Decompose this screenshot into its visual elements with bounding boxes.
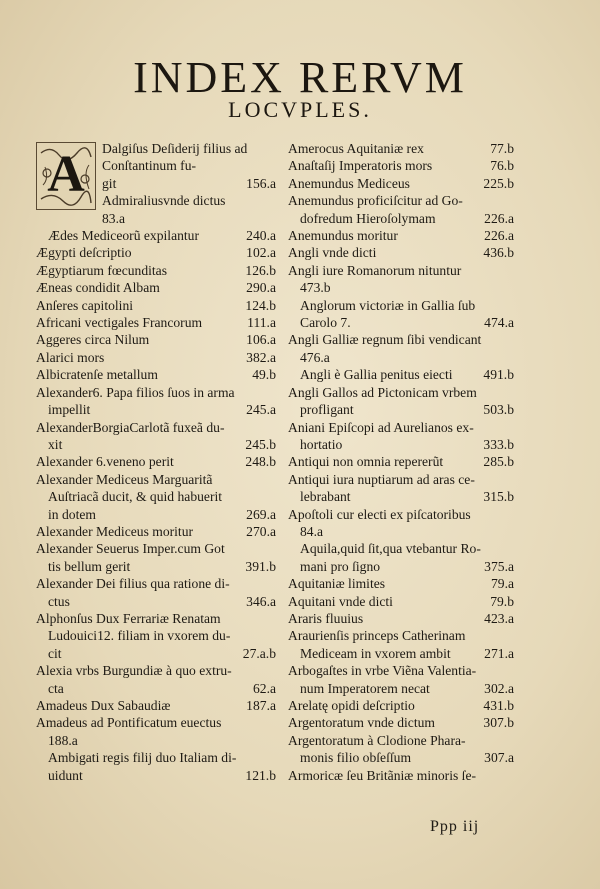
entry-page: 102.a	[246, 245, 276, 261]
index-column-left	[36, 140, 276, 784]
initial-letter: A	[47, 146, 85, 203]
entry-text: cit	[48, 645, 62, 661]
entry-text: dofredum Hieroſolymam	[300, 210, 436, 226]
entry-page: 245.b	[245, 436, 276, 452]
index-entry	[288, 419, 514, 436]
entry-page: 431.b	[483, 698, 514, 713]
entry-page: 503.b	[483, 402, 514, 418]
index-entry	[36, 210, 276, 227]
index-entry	[36, 732, 276, 749]
index-entry	[288, 140, 514, 157]
index-entry	[288, 662, 514, 679]
entry-text: Argentoratum vnde dictum	[288, 715, 435, 731]
index-entry	[36, 610, 276, 627]
entry-text: hortatio	[300, 436, 343, 452]
entry-page: 436.b	[483, 245, 514, 261]
index-entry	[288, 732, 514, 749]
entry-text: 83.a	[102, 210, 126, 226]
entry-text: Arbogaſtes in vrbe Viẽna Valentia-	[288, 663, 477, 679]
entry-text: Angli Galliæ regnum ſibi vendicant	[288, 332, 482, 348]
index-entry	[36, 523, 276, 540]
index-entry	[36, 627, 276, 644]
index-entry	[288, 349, 514, 366]
index-entry	[288, 506, 514, 523]
entry-text: Arelatę opidi deſcriptio	[288, 698, 415, 713]
entry-text: Admiraliusvnde dictus	[102, 193, 226, 209]
entry-text: Araris fluuius	[288, 610, 364, 626]
entry-page: 27.a.b	[242, 645, 276, 661]
entry-page: 302.a	[484, 680, 514, 696]
entry-text: Mediceam in vxorem ambit	[300, 645, 451, 661]
entry-text: num Imperatorem necat	[300, 680, 430, 696]
entry-text: lebrabant	[300, 489, 351, 505]
entry-text: Ægyptiarum fœcunditas	[36, 262, 168, 278]
index-entry	[288, 157, 514, 174]
index-entry	[288, 523, 514, 540]
index-entry	[288, 436, 514, 453]
entry-text: Ædes Mediceorũ expilantur	[48, 228, 199, 244]
entry-text: impellit	[48, 402, 91, 418]
entry-page: 187.a	[246, 698, 276, 713]
entry-page: 226.a	[484, 210, 514, 226]
index-entry	[36, 575, 276, 592]
entry-text: Anemundus proficiſcitur ad Go-	[288, 193, 463, 209]
index-entry	[288, 645, 514, 662]
entry-page: 240.a	[246, 228, 276, 244]
entry-text: Amerocus Aquitaniæ rex	[288, 141, 424, 156]
entry-text: Anemundus Mediceus	[288, 175, 410, 191]
entry-page: 124.b	[245, 297, 276, 313]
index-entry	[288, 627, 514, 644]
index-entry	[36, 297, 276, 314]
entry-text: 188.a	[48, 732, 78, 748]
index-entry	[288, 210, 514, 227]
entry-text: Ægypti deſcriptio	[36, 245, 132, 261]
index-entry	[36, 419, 276, 436]
entry-page: 315.b	[483, 489, 514, 505]
entry-page: 290.a	[246, 280, 276, 296]
entry-page: 226.a	[484, 228, 514, 244]
index-entry	[288, 453, 514, 470]
index-entry	[36, 471, 276, 488]
entry-text: Africani vectigales Francorum	[36, 315, 203, 331]
entry-page: 285.b	[483, 454, 514, 470]
entry-text: 473.b	[300, 280, 331, 296]
entry-text: Anſeres capitolini	[36, 297, 134, 313]
index-entry	[288, 471, 514, 488]
index-entry	[36, 453, 276, 470]
entry-page: 77.b	[490, 141, 514, 156]
entry-page: 269.a	[246, 506, 276, 522]
index-entry	[288, 714, 514, 731]
index-entry	[288, 767, 514, 784]
index-entry	[36, 697, 276, 714]
entry-text: Aquila,quid ſit,qua vtebantur Ro-	[300, 541, 481, 557]
index-entry	[36, 331, 276, 348]
entry-text: Anglorum victoriæ in Gallia ſub	[300, 297, 476, 313]
entry-page: 270.a	[246, 523, 276, 539]
signature-mark: Ppp iij	[430, 818, 480, 835]
index-entry	[36, 767, 276, 784]
page-subtitle: LOCVPLES.	[228, 97, 372, 122]
entry-page: 245.a	[246, 402, 276, 418]
entry-page: 106.a	[246, 332, 276, 348]
index-entry	[36, 558, 276, 575]
index-entry	[288, 593, 514, 610]
index-entry	[288, 749, 514, 766]
entry-page: 126.b	[245, 262, 276, 278]
entry-page: 375.a	[484, 558, 514, 574]
index-entry	[36, 262, 276, 279]
entry-page: 111.a	[247, 315, 276, 331]
index-entry	[36, 314, 276, 331]
entry-page: 79.a	[490, 576, 514, 592]
entry-text: Angli iure Romanorum nituntur	[288, 262, 462, 278]
index-entry	[288, 575, 514, 592]
entry-page: 248.b	[245, 454, 276, 470]
index-entry	[288, 175, 514, 192]
entry-text: Aquitani vnde dicti	[288, 593, 393, 609]
entry-text: uidunt	[48, 767, 83, 783]
entry-text: Araurienſis princeps Catherinam	[288, 628, 466, 644]
entry-text: cta	[48, 680, 64, 696]
index-entry	[36, 175, 276, 192]
index-entry	[288, 314, 514, 331]
index-entry	[288, 227, 514, 244]
entry-text: Alexander Mediceus Marguaritã	[36, 471, 213, 487]
index-entry	[36, 593, 276, 610]
index-entry	[36, 349, 276, 366]
entry-text: Dalgiſus Deſiderij filius ad Conſtantinum fu-	[102, 141, 248, 174]
entry-text: Albicratenſe metallum	[36, 367, 158, 383]
index-column-right	[288, 140, 514, 784]
entry-page: 346.a	[246, 593, 276, 609]
index-entry	[288, 697, 514, 714]
index-entry	[36, 540, 276, 557]
index-entry	[288, 297, 514, 314]
index-entry	[288, 384, 514, 401]
index-entry	[36, 645, 276, 662]
entry-text: Angli Gallos ad Pictonicam vrbem	[288, 384, 477, 400]
entry-text: Amadeus Dux Sabaudiæ	[36, 698, 171, 713]
entry-page: 121.b	[245, 767, 276, 783]
index-entry	[36, 140, 276, 175]
index-entry	[288, 540, 514, 557]
entry-page: 271.a	[484, 645, 514, 661]
entry-text: Ludouici12. filiam in vxorem du-	[48, 628, 231, 644]
entry-text: git	[102, 175, 117, 191]
entry-page: 382.a	[246, 349, 276, 365]
index-entry	[288, 488, 514, 505]
entry-page: 307.b	[483, 715, 514, 731]
entry-page: 76.b	[490, 158, 514, 174]
index-entry	[288, 401, 514, 418]
entry-page: 474.a	[484, 315, 514, 331]
entry-text: AlexanderBorgiaCarlotã fuxeã du-	[36, 419, 225, 435]
entry-page: 391.b	[245, 558, 276, 574]
left-entries	[36, 140, 276, 784]
entry-page: 307.a	[484, 750, 514, 766]
index-entry	[288, 262, 514, 279]
index-entry	[36, 680, 276, 697]
entry-text: Angli è Gallia penitus eiecti	[300, 367, 453, 383]
index-entry	[36, 192, 276, 209]
index-entry	[288, 244, 514, 261]
page-title: INDEX RERVM	[133, 53, 467, 102]
entry-text: Aniani Epiſcopi ad Aurelianos ex-	[288, 419, 474, 435]
entry-text: Ambigati regis filij duo Italiam di-	[48, 750, 237, 766]
entry-text: xit	[48, 436, 63, 452]
index-entry	[288, 366, 514, 383]
index-entry	[36, 506, 276, 523]
index-entry	[36, 366, 276, 383]
entry-text: Anemundus moritur	[288, 228, 398, 244]
entry-page: 225.b	[483, 175, 514, 191]
entry-text: profligant	[300, 402, 354, 418]
index-entry	[36, 401, 276, 418]
index-entry	[288, 610, 514, 627]
index-entry	[288, 558, 514, 575]
index-entry	[36, 436, 276, 453]
entry-text: ctus	[48, 593, 70, 609]
entry-page: 62.a	[252, 680, 276, 696]
entry-text: Carolo 7.	[300, 315, 351, 331]
entry-page: 423.a	[484, 610, 514, 626]
entry-text: Antiqui non omnia repererũt	[288, 454, 444, 470]
entry-text: Alphonſus Dux Ferrariæ Renatam	[36, 610, 221, 626]
entry-text: tis bellum gerit	[48, 558, 131, 574]
index-entry	[36, 227, 276, 244]
entry-text: Alexander Seuerus Imper.cum Got	[36, 541, 225, 557]
index-entry	[288, 192, 514, 209]
entry-text: 476.a	[300, 349, 330, 365]
index-entry	[288, 331, 514, 348]
entry-page: 491.b	[483, 367, 514, 383]
entry-text: Angli vnde dicti	[288, 245, 377, 261]
entry-page: 49.b	[252, 367, 276, 383]
index-entry	[288, 680, 514, 697]
right-entries	[288, 140, 514, 784]
entry-page: 333.b	[483, 436, 514, 452]
entry-text: in dotem	[48, 506, 96, 522]
index-entry	[36, 714, 276, 731]
entry-text: Apoſtoli cur electi ex piſcatoribus	[288, 506, 471, 522]
entry-text: Auſtriacã ducit, & quid habuerit	[48, 489, 223, 505]
entry-text: Antiqui iura nuptiarum ad aras ce-	[288, 471, 475, 487]
entry-text: Alexander Dei filius qua ratione di-	[36, 576, 230, 592]
entry-text: Aquitaniæ limites	[288, 576, 386, 592]
index-entry	[36, 662, 276, 679]
entry-text: Argentoratum à Clodione Phara-	[288, 732, 466, 748]
entry-text: Aggeres circa Nilum	[36, 332, 150, 348]
entry-text: Amadeus ad Pontificatum euectus	[36, 715, 222, 731]
entry-text: Alexander Mediceus moritur	[36, 523, 194, 539]
entry-text: mani pro ſigno	[300, 558, 381, 574]
entry-text: Alexander 6.veneno perit	[36, 454, 174, 470]
entry-text: Alarici mors	[36, 349, 105, 365]
index-entry	[288, 279, 514, 296]
entry-text: monis filio obſeſſum	[300, 750, 412, 766]
entry-text: Æneas condidit Albam	[36, 280, 160, 296]
entry-page: 156.a	[246, 175, 276, 191]
entry-page: 79.b	[490, 593, 514, 609]
entry-text: Alexander6. Papa filios ſuos in arma	[36, 384, 235, 400]
index-entry	[36, 279, 276, 296]
entry-text: Armoricæ ſeu Britãniæ minoris ſe-	[288, 767, 477, 783]
index-entry	[36, 384, 276, 401]
index-entry	[36, 244, 276, 261]
entry-text: 84.a	[300, 523, 324, 539]
index-entry	[36, 749, 276, 766]
entry-text: Alexia vrbs Burgundiæ à quo extru-	[36, 663, 232, 679]
index-entry	[36, 488, 276, 505]
entry-text: Anaſtaſij Imperatoris mors	[288, 158, 433, 174]
